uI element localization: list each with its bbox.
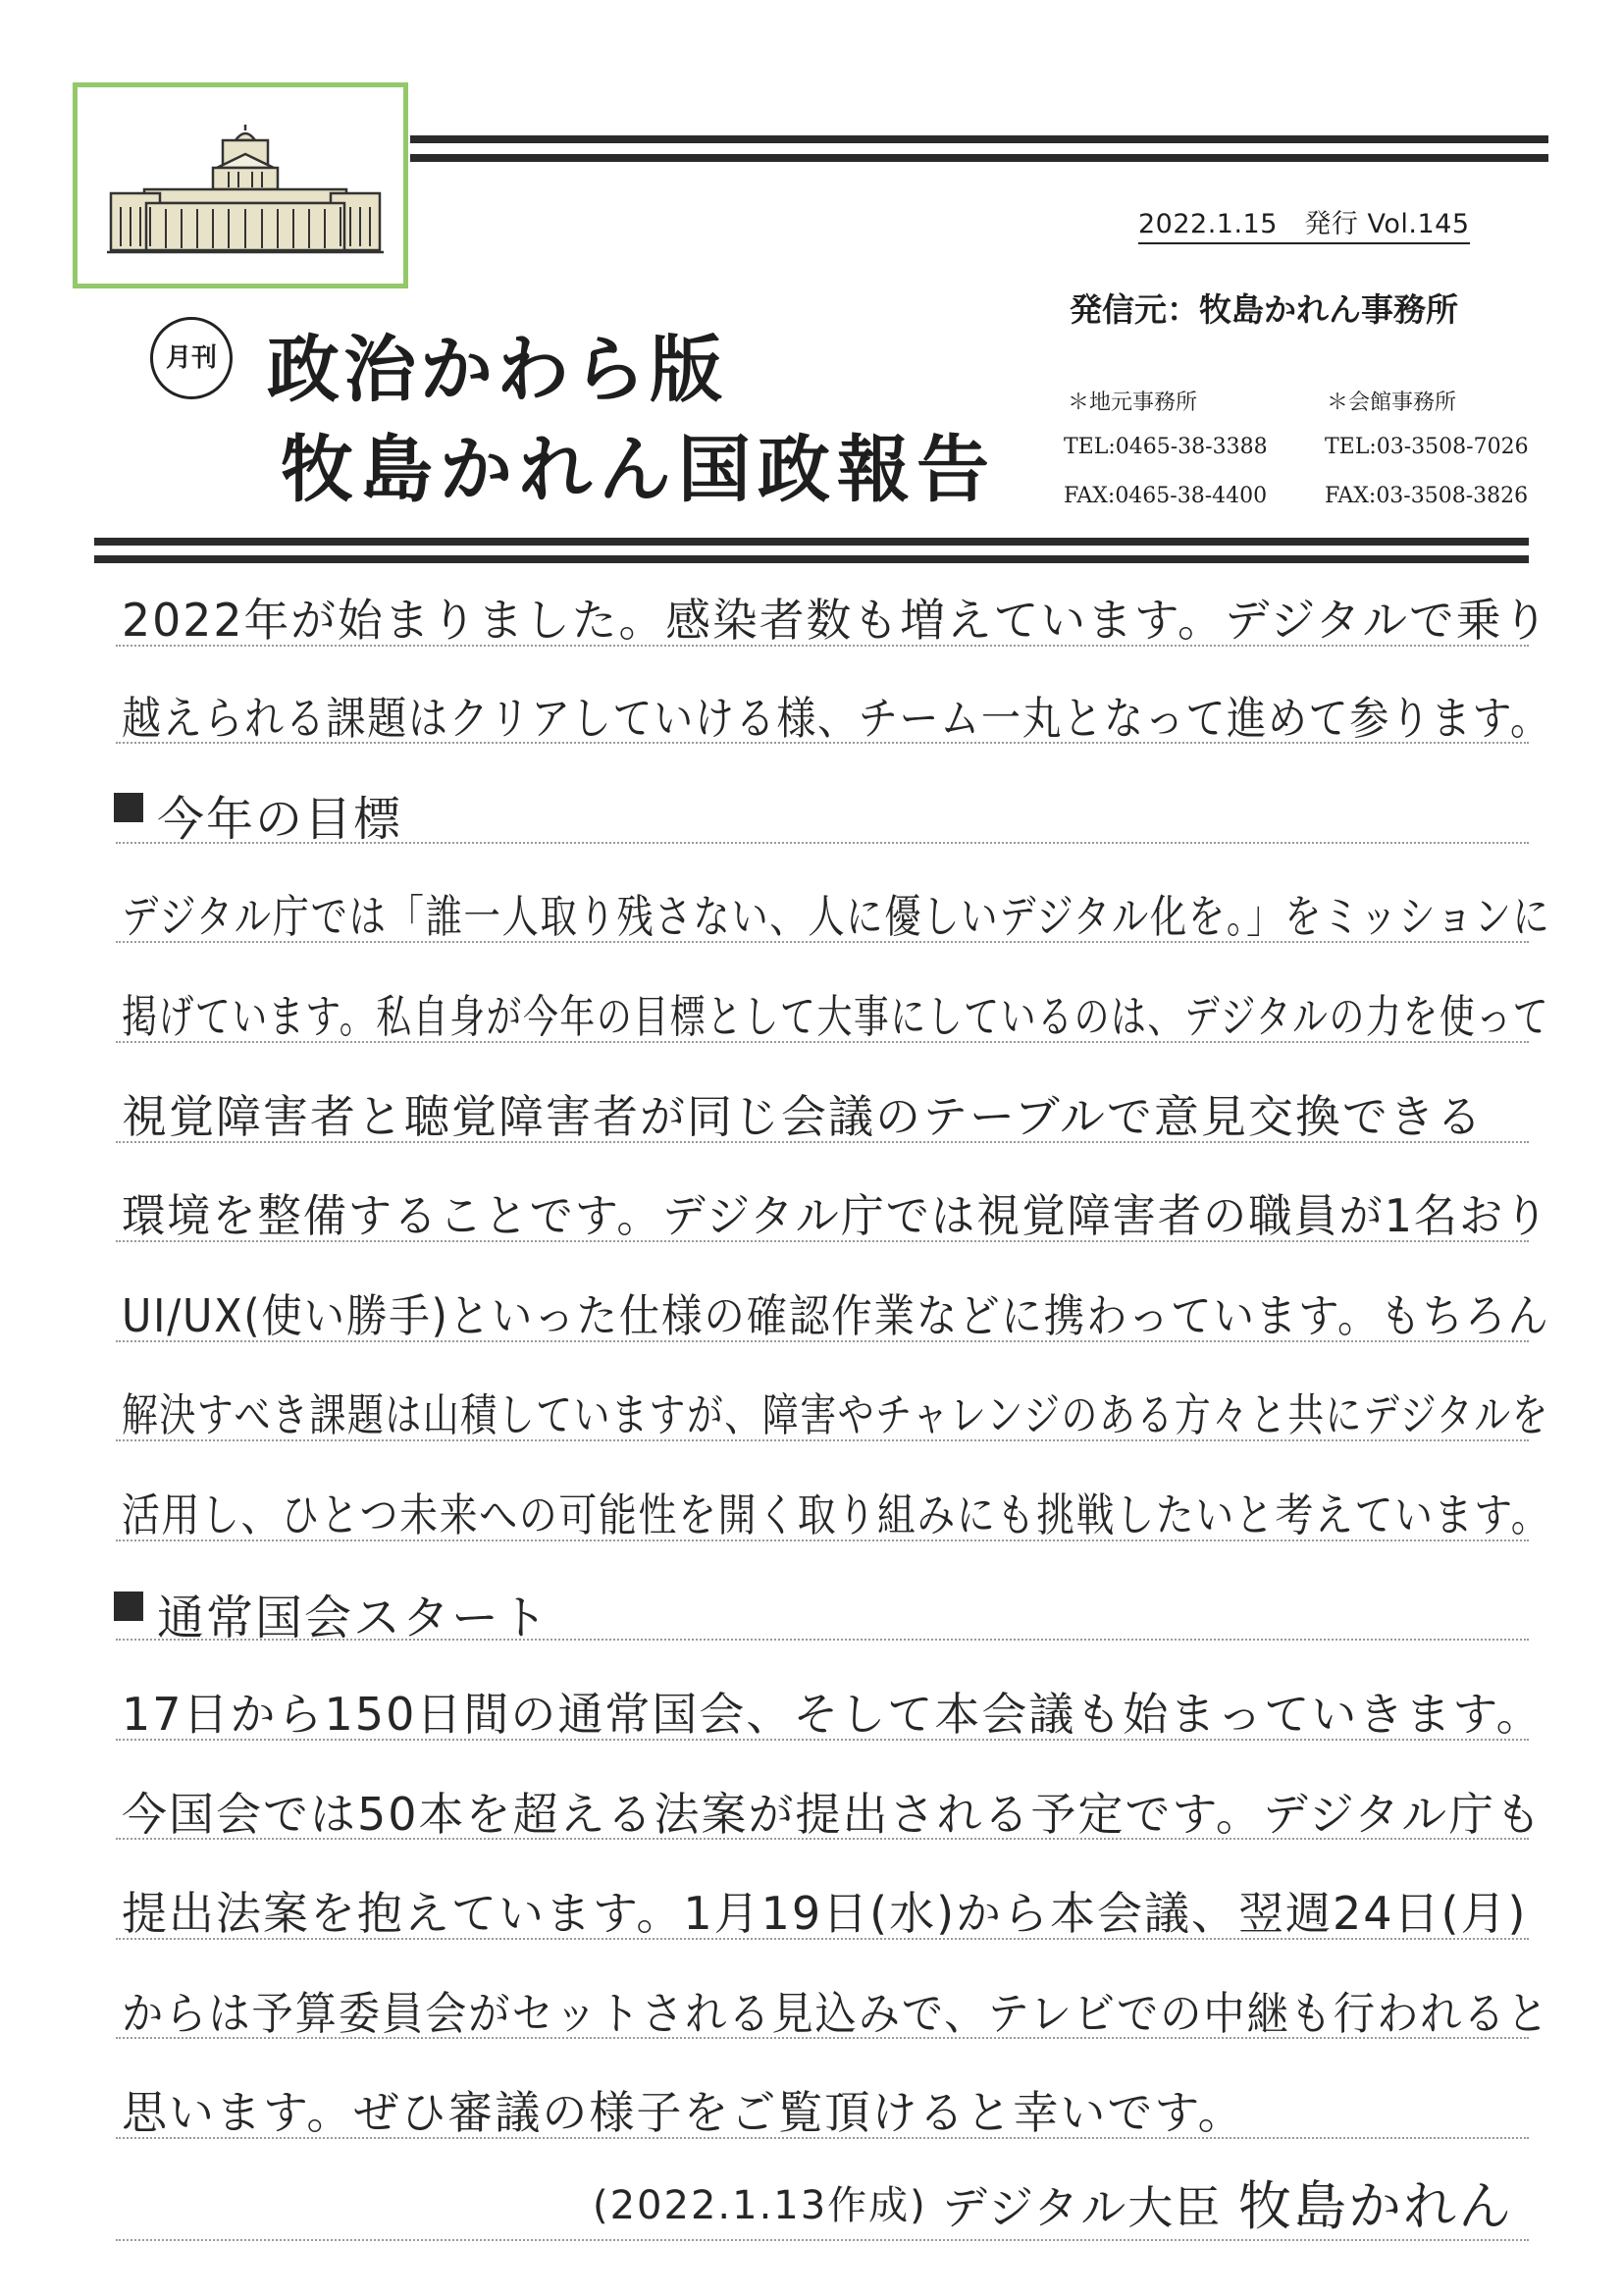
section-heading: 通常国会スタート xyxy=(157,1591,550,1645)
section2-line: 提出法案を抱えています。1月19日(水)から本会議、翌週24日(月) xyxy=(122,1887,1528,1940)
monthly-badge: 月刊 xyxy=(150,317,233,399)
signature-date-note: (2022.1.13作成) xyxy=(593,2183,927,2228)
section-bullet-icon xyxy=(114,1592,143,1621)
header-bottom-rule-1 xyxy=(94,538,1529,546)
diet-building-icon xyxy=(107,117,384,264)
local-office-label: ＊地元事務所 xyxy=(1068,391,1198,415)
local-office-tel: TEL:0465-38-3388 xyxy=(1064,435,1268,459)
signature-role: デジタル大臣 xyxy=(942,2181,1223,2234)
intro-line: 2022年が始まりました。感染者数も増えています。デジタルで乗り xyxy=(122,594,1550,647)
publisher: 発信元：牧島かれん事務所 xyxy=(1070,290,1458,329)
section-heading: 今年の目標 xyxy=(157,792,403,847)
intro-line: 越えられる課題はクリアしていける様、チーム一丸となって進めて参ります。 xyxy=(122,692,1551,745)
section1-line: 活用し、ひとつ未来への可能性を開く取り組みにも挑戦したいと考えています。 xyxy=(122,1488,1551,1541)
newsletter-title: 政治かわら版 xyxy=(267,328,726,412)
signature-name: 牧島かれん xyxy=(1238,2175,1513,2237)
local-office-fax: FAX:0465-38-4400 xyxy=(1064,484,1268,508)
kaikan-office-label: ＊会館事務所 xyxy=(1327,391,1457,415)
section2-line: からは予算委員会がセットされる見込みで、テレビでの中継も行われると xyxy=(122,1987,1550,2040)
header-top-rule-2 xyxy=(410,154,1548,162)
section2-line: 17日から150日間の通常国会、そして本会議も始まっていきます。 xyxy=(122,1688,1544,1741)
section1-line: 掲げています。私自身が今年の目標として大事にしているのは、デジタルの力を使って xyxy=(122,990,1550,1043)
section1-line: UI/UX(使い勝手)といった仕様の確認作業などに携わっています。もちろん xyxy=(122,1289,1550,1342)
header-top-rule-1 xyxy=(410,135,1548,143)
logo-box xyxy=(73,82,408,288)
section-bullet-icon xyxy=(114,793,143,822)
kaikan-office-fax: FAX:03-3508-3826 xyxy=(1325,484,1529,508)
section2-line: 思います。ぜひ審議の様子をご覧頂けると幸いです。 xyxy=(122,2086,1245,2139)
section1-line: デジタル庁では「誰一人取り残さない、人に優しいデジタル化を。」をミッションに xyxy=(122,890,1551,943)
section1-line: 環境を整備することです。デジタル庁では視覚障害者の職員が1名おり xyxy=(122,1189,1550,1242)
section1-line: 解決すべき課題は山積していますが、障害やチャレンジのある方々と共にデジタルを xyxy=(122,1388,1550,1441)
section2-line: 今国会では50本を超える法案が提出される予定です。デジタル庁も xyxy=(122,1788,1544,1841)
kaikan-office-tel: TEL:03-3508-7026 xyxy=(1325,435,1529,459)
section1-line: 視覚障害者と聴覚障害者が同じ会議のテーブルで意見交換できる xyxy=(122,1090,1484,1143)
issue-date-volume: 2022.1.15 発行 Vol.145 xyxy=(1138,202,1470,244)
newsletter-subtitle: 牧島かれん国政報告 xyxy=(281,428,996,512)
header-bottom-rule-2 xyxy=(94,555,1529,563)
